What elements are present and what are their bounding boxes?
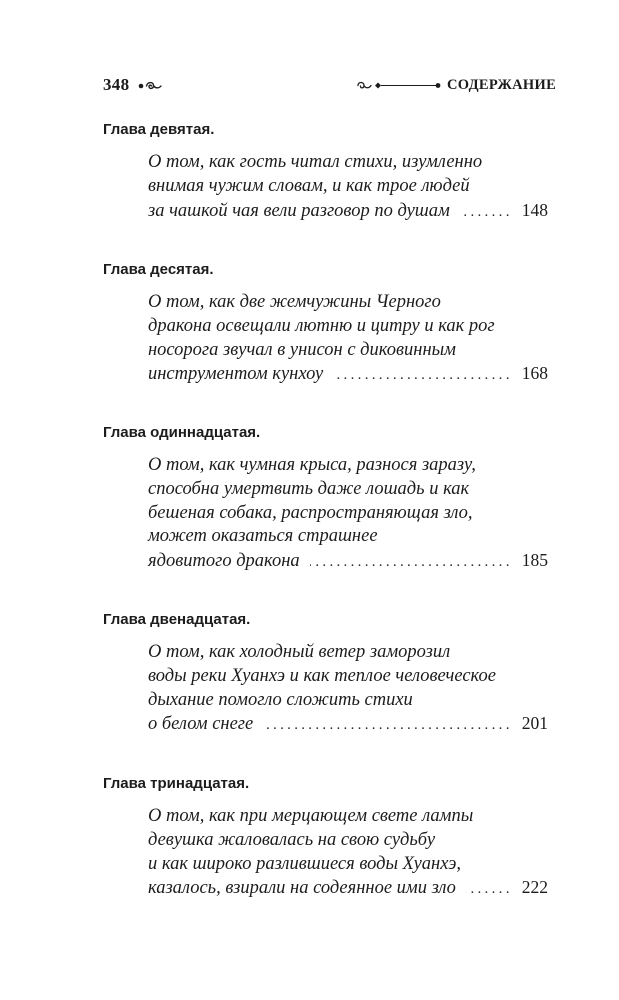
- chapter-entry: [103, 118, 548, 222]
- chapter-page-number: 201: [521, 713, 548, 734]
- description-last-line: [148, 549, 548, 573]
- description-line: носорога звучал в унисон с диковинным: [148, 339, 456, 360]
- chapter-page-number: 185: [521, 550, 548, 571]
- description-line: О том, как две жемчужины Черного: [148, 292, 441, 312]
- description-line: ядовитого дракона: [148, 551, 300, 572]
- dot-leader: [466, 878, 513, 902]
- chapter-description: [148, 291, 548, 386]
- chapter-entry: [103, 421, 548, 573]
- chapter-entry: [103, 772, 548, 900]
- description-last-line: [148, 362, 548, 386]
- chapter-page-number: 168: [521, 363, 548, 384]
- chapter-title: Глава тринадцатая.: [103, 775, 250, 792]
- dot-leader: [263, 714, 513, 738]
- page-number-header: 348: [103, 75, 130, 94]
- chapter-description: [148, 805, 548, 900]
- description-line: способна умертвить даже лошадь и как: [148, 478, 470, 499]
- flourish-ornament-icon: [138, 80, 162, 91]
- chapter-title: Глава одиннадцатая.: [103, 424, 261, 441]
- description-line: может оказаться страшнее: [148, 526, 378, 547]
- description-line: дыхание помогло сложить стихи: [148, 689, 413, 710]
- description-last-line: [148, 876, 548, 900]
- chapter-description: [148, 454, 548, 573]
- description-line: О том, как чумная крыса, разнося заразу,: [148, 455, 476, 475]
- dot-leader: [333, 364, 513, 388]
- chapter-entry: [103, 608, 548, 736]
- description-line: воды реки Хуанхэ и как теплое человеческое: [148, 665, 496, 686]
- description-line: и как широко разлившиеся воды Хуанхэ,: [148, 853, 461, 874]
- description-last-line: [148, 712, 548, 736]
- description-line: за чашкой чая вели разговор по душам: [148, 200, 450, 221]
- description-line: казалось, взирали на содеянное ими зло: [148, 878, 456, 899]
- description-line: девушка жаловалась на свою судьбу: [148, 829, 436, 850]
- description-line: бешеная собака, распространяющая зло,: [148, 502, 473, 523]
- description-line: О том, как гость читал стихи, изумленно: [148, 152, 483, 172]
- description-line: дракона освещали лютню и цитру и как рог: [148, 315, 495, 336]
- dot-leader: [310, 551, 513, 575]
- chapter-page-number: 222: [521, 877, 548, 898]
- description-last-line: [148, 199, 548, 223]
- description-line: внимая чужим словам, и как трое людей: [148, 175, 470, 196]
- rule-ornament-icon: [356, 79, 442, 92]
- chapter-description: [148, 641, 548, 736]
- description-line: О том, как холодный ветер заморозил: [148, 642, 451, 662]
- description-line: О том, как при мерцающем свете лампы: [148, 806, 474, 826]
- chapter-entry: [103, 258, 548, 386]
- description-line: инструментом кунхоу: [148, 364, 324, 385]
- dot-leader: [460, 201, 513, 225]
- chapter-title: Глава девятая.: [103, 121, 215, 138]
- chapter-description: [148, 151, 548, 222]
- running-section-title: СОДЕРЖАНИЕ: [447, 77, 557, 93]
- description-line: о белом снеге: [148, 714, 254, 735]
- chapter-title: Глава десятая.: [103, 261, 214, 278]
- chapter-title: Глава двенадцатая.: [103, 611, 251, 628]
- chapter-page-number: 148: [521, 199, 548, 220]
